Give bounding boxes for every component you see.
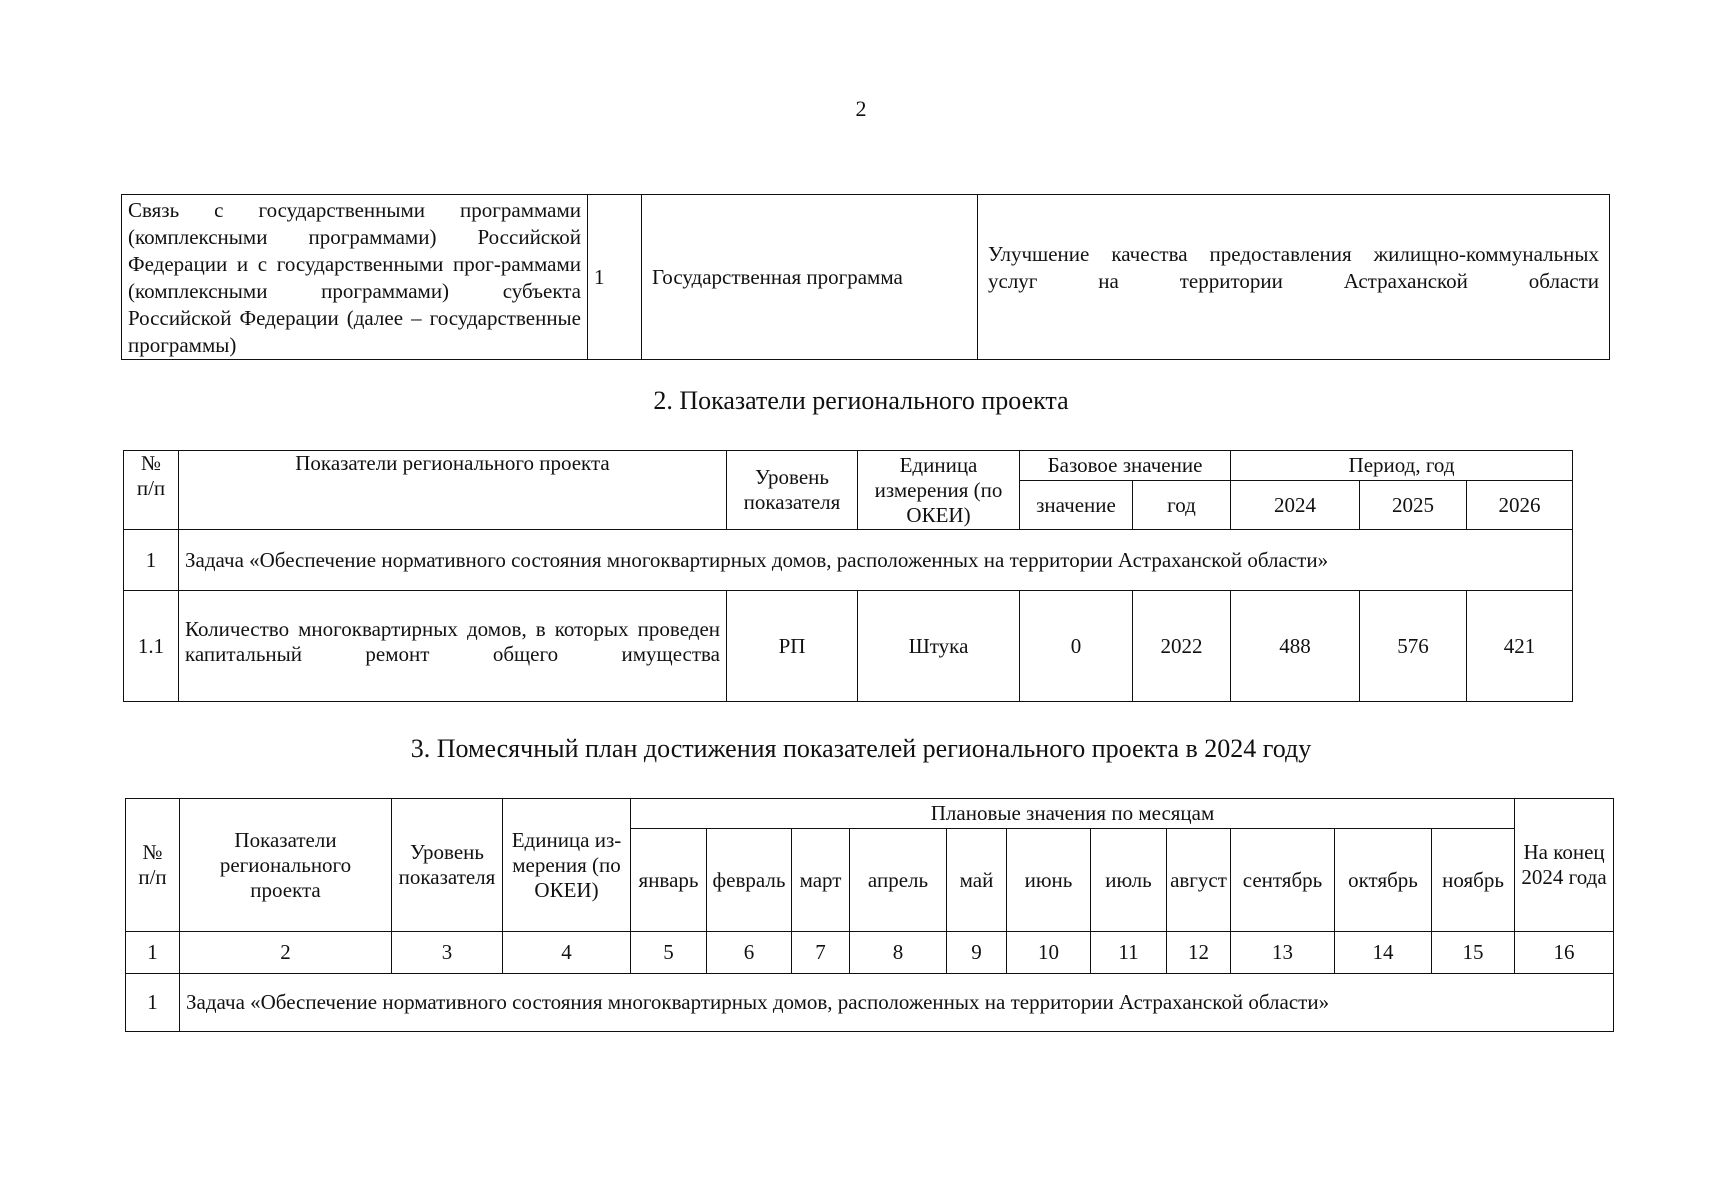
header-num: № п/п bbox=[124, 451, 179, 530]
m-header-level: Уровень показателя bbox=[392, 799, 503, 932]
monthly-plan-table bbox=[125, 798, 1614, 1032]
m-task-text: Задача «Обеспечение нормативного состояния многоквартирных домов, расположенных на территории Астраханской области» bbox=[180, 974, 1614, 1032]
m-header-indicators: Показатели регионального проекта bbox=[180, 799, 392, 932]
row-base-value: 0 bbox=[1020, 591, 1133, 702]
column-number: 14 bbox=[1335, 932, 1432, 974]
column-number: 2 bbox=[180, 932, 392, 974]
m-header-month: май bbox=[947, 829, 1007, 932]
m-header-month: ноябрь bbox=[1432, 829, 1515, 932]
column-number: 11 bbox=[1091, 932, 1167, 974]
section-3-title: 3. Помесячный план достижения показателей регионального проекта в 2024 году bbox=[410, 734, 1312, 763]
page-number: 2 bbox=[855, 96, 867, 121]
column-number: 9 bbox=[947, 932, 1007, 974]
indicator-row bbox=[124, 591, 1573, 702]
m-task-row bbox=[126, 974, 1614, 1032]
column-number: 4 bbox=[503, 932, 631, 974]
column-number: 1 bbox=[126, 932, 180, 974]
program-type: Государственная программа bbox=[642, 195, 978, 360]
row-value-2025: 576 bbox=[1360, 591, 1467, 702]
m-header-month: август bbox=[1167, 829, 1231, 932]
program-link-num: 1 bbox=[588, 195, 642, 360]
header-base: Базовое значение bbox=[1020, 451, 1231, 481]
program-link-row bbox=[122, 195, 1610, 360]
header-base-year: год bbox=[1133, 481, 1231, 530]
row-value-2026: 421 bbox=[1467, 591, 1573, 702]
row-unit: Штука bbox=[858, 591, 1020, 702]
header-year: 2026 bbox=[1467, 481, 1573, 530]
program-link-label: Связь с государственными программами (комплексными программами) Российской Федерации и с государственными прог-раммами (комплексными программами) субъекта Российской Федерации (далее – государственные программы) bbox=[122, 195, 588, 360]
row-level: РП bbox=[727, 591, 858, 702]
program-name: Улучшение качества предоставления жилищно-коммунальных услуг на территории Астраханской области bbox=[978, 195, 1610, 360]
column-number: 6 bbox=[707, 932, 792, 974]
column-number: 3 bbox=[392, 932, 503, 974]
m-header-month: март bbox=[792, 829, 850, 932]
section-2-title: 2. Показатели регионального проекта bbox=[653, 386, 1069, 415]
m-header-month: июнь bbox=[1007, 829, 1091, 932]
m-header-unit: Единица из-мерения (по ОКЕИ) bbox=[503, 799, 631, 932]
column-number: 13 bbox=[1231, 932, 1335, 974]
m-header-num: № п/п bbox=[126, 799, 180, 932]
column-number: 12 bbox=[1167, 932, 1231, 974]
task-num: 1 bbox=[124, 530, 179, 591]
row-name: Количество многоквартирных домов, в которых проведен капитальный ремонт общего имущества bbox=[179, 591, 727, 702]
column-number: 7 bbox=[792, 932, 850, 974]
row-value-2024: 488 bbox=[1231, 591, 1360, 702]
header-year: 2025 bbox=[1360, 481, 1467, 530]
row-num: 1.1 bbox=[124, 591, 179, 702]
header-year: 2024 bbox=[1231, 481, 1360, 530]
header-period: Период, год bbox=[1231, 451, 1573, 481]
header-base-value: значение bbox=[1020, 481, 1133, 530]
m-header-month: январь bbox=[631, 829, 707, 932]
column-number-row bbox=[126, 932, 1614, 974]
task-row bbox=[124, 530, 1573, 591]
m-header-month: октябрь bbox=[1335, 829, 1432, 932]
indicators-table bbox=[123, 450, 1573, 702]
m-header-planned: Плановые значения по месяцам bbox=[631, 799, 1515, 829]
program-link-table bbox=[121, 194, 1610, 360]
m-header-month: сентябрь bbox=[1231, 829, 1335, 932]
column-number: 15 bbox=[1432, 932, 1515, 974]
column-number: 5 bbox=[631, 932, 707, 974]
column-number: 10 bbox=[1007, 932, 1091, 974]
m-header-month: февраль bbox=[707, 829, 792, 932]
header-unit: Единица измерения (по ОКЕИ) bbox=[858, 451, 1020, 530]
m-header-month: апрель bbox=[850, 829, 947, 932]
row-base-year: 2022 bbox=[1133, 591, 1231, 702]
header-level: Уровень показателя bbox=[727, 451, 858, 530]
column-number: 8 bbox=[850, 932, 947, 974]
m-task-num: 1 bbox=[126, 974, 180, 1032]
column-number: 16 bbox=[1515, 932, 1614, 974]
m-header-month: июль bbox=[1091, 829, 1167, 932]
task-text: Задача «Обеспечение нормативного состояния многоквартирных домов, расположенных на территории Астраханской области» bbox=[179, 530, 1573, 591]
header-indicators: Показатели регионального проекта bbox=[179, 451, 727, 530]
m-header-end: На конец 2024 года bbox=[1515, 799, 1614, 932]
